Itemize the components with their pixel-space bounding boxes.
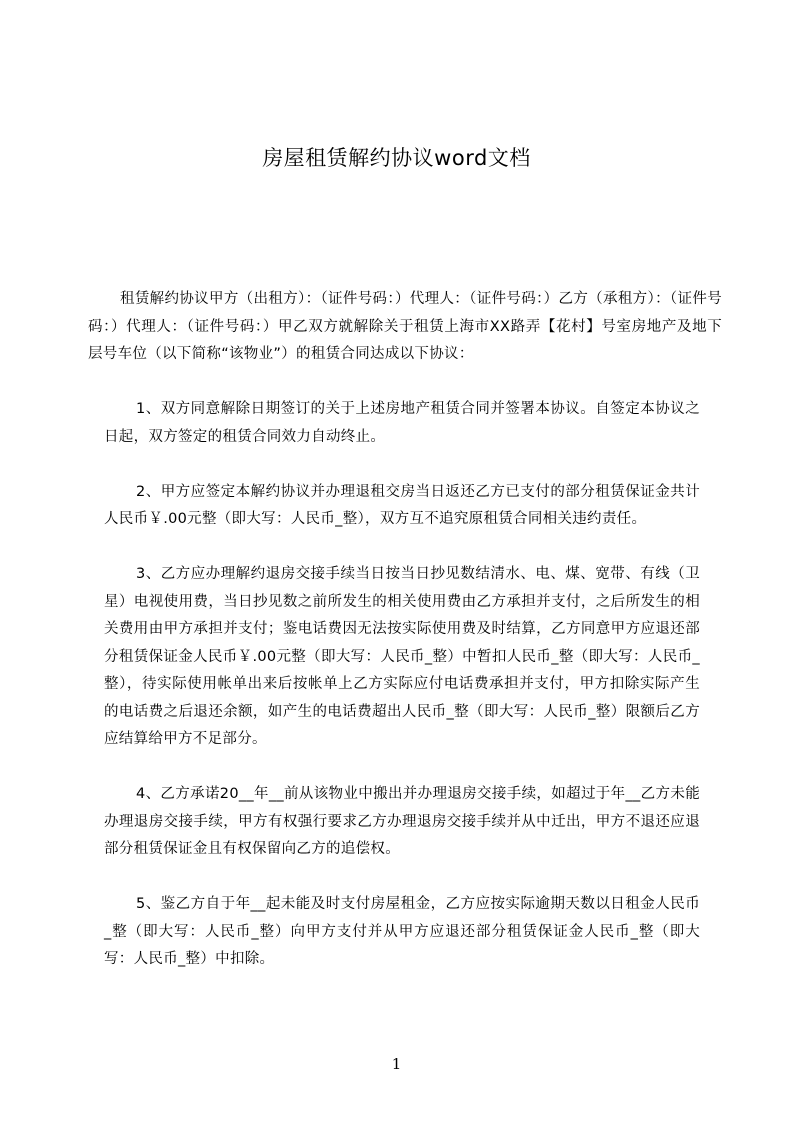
- paragraph-clause-1: 1、双方同意解除日期签订的关于上述房地产租赁合同并签署本协议。自签定本协议之日起，双方签定的租赁合同效力自动终止。: [104, 401, 700, 445]
- page-title: 房屋租赁解约协议word文档: [262, 146, 531, 170]
- paragraph-clause-4: 4、乙方承诺20__年__前从该物业中搬出并办理退房交接手续，如超过于年__乙方未能办理退房交接手续，甲方有权强行要求乙方办理退房交接手续并从中迁出，甲方不退还应退部分租赁保证金且有权保留向乙方的追偿权。: [104, 786, 700, 857]
- paragraph-intro: 租赁解约协议甲方（出租方）：（证件号码：）代理人：（证件号码：）乙方（承租方）：（证件号码：）代理人：（证件号码：）甲乙双方就解除关于租赁上海市XX路弄【花村】号室房地产及地下层号车位（以下简称“该物业”）的租赁合同达成以下协议：: [88, 291, 722, 362]
- paragraph-clause-2: 2、甲方应签定本解约协议并办理退租交房当日返还乙方已支付的部分租赁保证金共计人民币￥.00元整（即大写：人民币_整），双方互不追究原租赁合同相关违约责任。: [104, 483, 700, 527]
- paragraph-clause-5: 5、鉴乙方自于年__起未能及时支付房屋租金，乙方应按实际逾期天数以日租金人民币_整（即大写：人民币_整）向甲方支付并从甲方应退还部分租赁保证金人民币_整（即大写：人民币_整）中扣除。: [104, 896, 700, 967]
- document-body: [88, 286, 722, 1001]
- page-number: 1: [391, 1055, 402, 1073]
- paragraph-clause-3: 3、乙方应办理解约退房交接手续当日按当日抄见数结清水、电、煤、宽带、有线（卫星）电视使用费，当日抄见数之前所发生的相关使用费由乙方承担并支付，之后所发生的相关费用由甲方承担并支付；鉴电话费因无法按实际使用费及时结算，乙方同意甲方应退还部分租赁保证金人民币￥.00元整（即大写：人民币_整）中暂扣人民币_整（即大写：人民币_整），待实际使用帐单出来后按帐单上乙方实际应付电话费承担并支付，甲方扣除实际产生的电话费之后退还余额，如产生的电话费超出人民币_整（即大写：人民币_整）限额后乙方应结算给甲方不足部分。: [104, 566, 700, 747]
